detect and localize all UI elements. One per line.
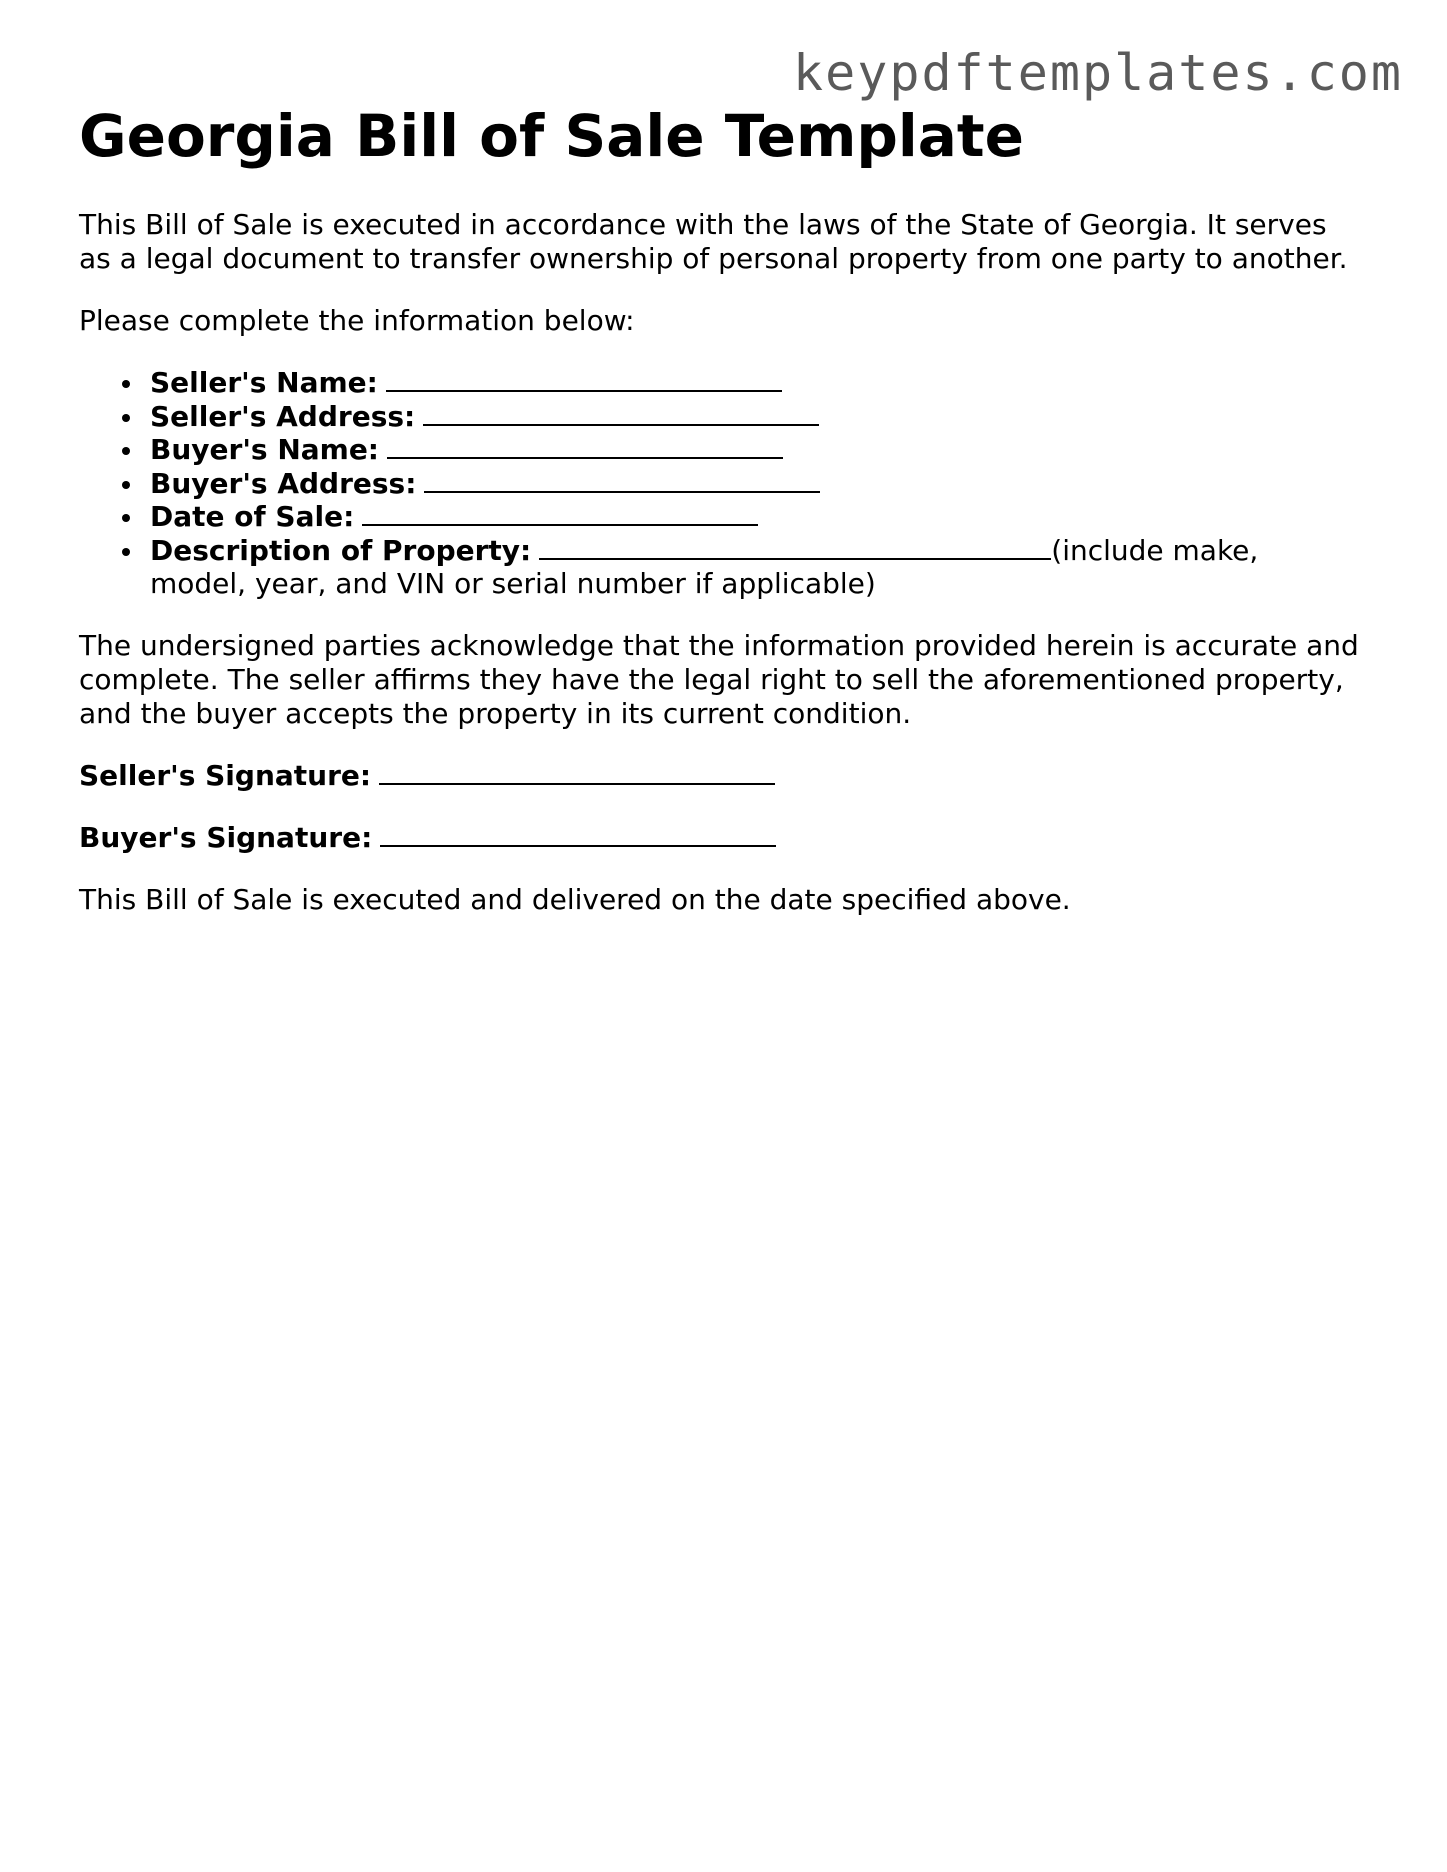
seller-name-blank[interactable] [386,366,782,392]
instruction-prompt: Please complete the information below: [79,304,635,337]
list-item-buyer-address [150,467,1359,501]
list-item-description [150,534,1359,601]
seller-signature-line [79,759,1359,793]
buyer-address-blank[interactable] [424,467,820,493]
buyer-address-label: Buyer's Address: [150,466,417,500]
description-note: (include make, model, year, and VIN or serial number if applicable) [150,533,1259,600]
buyer-signature-blank[interactable] [380,821,776,847]
description-blank[interactable] [539,534,1051,560]
document-page [79,100,1359,917]
seller-address-label: Seller's Address: [150,399,416,433]
list-item-seller-address [150,400,1359,434]
buyer-name-blank[interactable] [387,433,783,459]
seller-name-label: Seller's Name: [150,366,378,399]
seller-address-blank[interactable] [423,400,819,426]
page-title: Georgia Bill of Sale Template [79,102,1024,170]
date-of-sale-label: Date of Sale: [150,500,355,533]
list-item-buyer-name [150,433,1359,467]
buyer-signature-label: Buyer's Signature: [79,820,373,854]
closing-paragraph: This Bill of Sale is executed and delivered on the date specified above. [79,882,1071,916]
field-list [79,366,1359,601]
buyer-name-label: Buyer's Name: [150,433,380,466]
acknowledgment-paragraph: The undersigned parties acknowledge that the information provided herein is accurate and complete. The seller affirms they have the legal right to sell the aforementioned property, and the buyer accepts the property in its current condition. [79,628,1359,730]
description-label: Description of Property: [150,533,532,567]
intro-paragraph: This Bill of Sale is executed in accordance with the laws of the State of Georgia. It serves as a legal document to transfer ownership of personal property from one party to another. [79,208,1348,275]
seller-signature-blank[interactable] [379,759,775,785]
list-item-seller-name [150,366,1359,400]
watermark: keypdftemplates.com [793,44,1403,102]
seller-signature-label: Seller's Signature: [79,758,372,792]
buyer-signature-line [79,821,1359,855]
date-of-sale-blank[interactable] [362,500,758,526]
list-item-date-of-sale [150,500,1359,534]
